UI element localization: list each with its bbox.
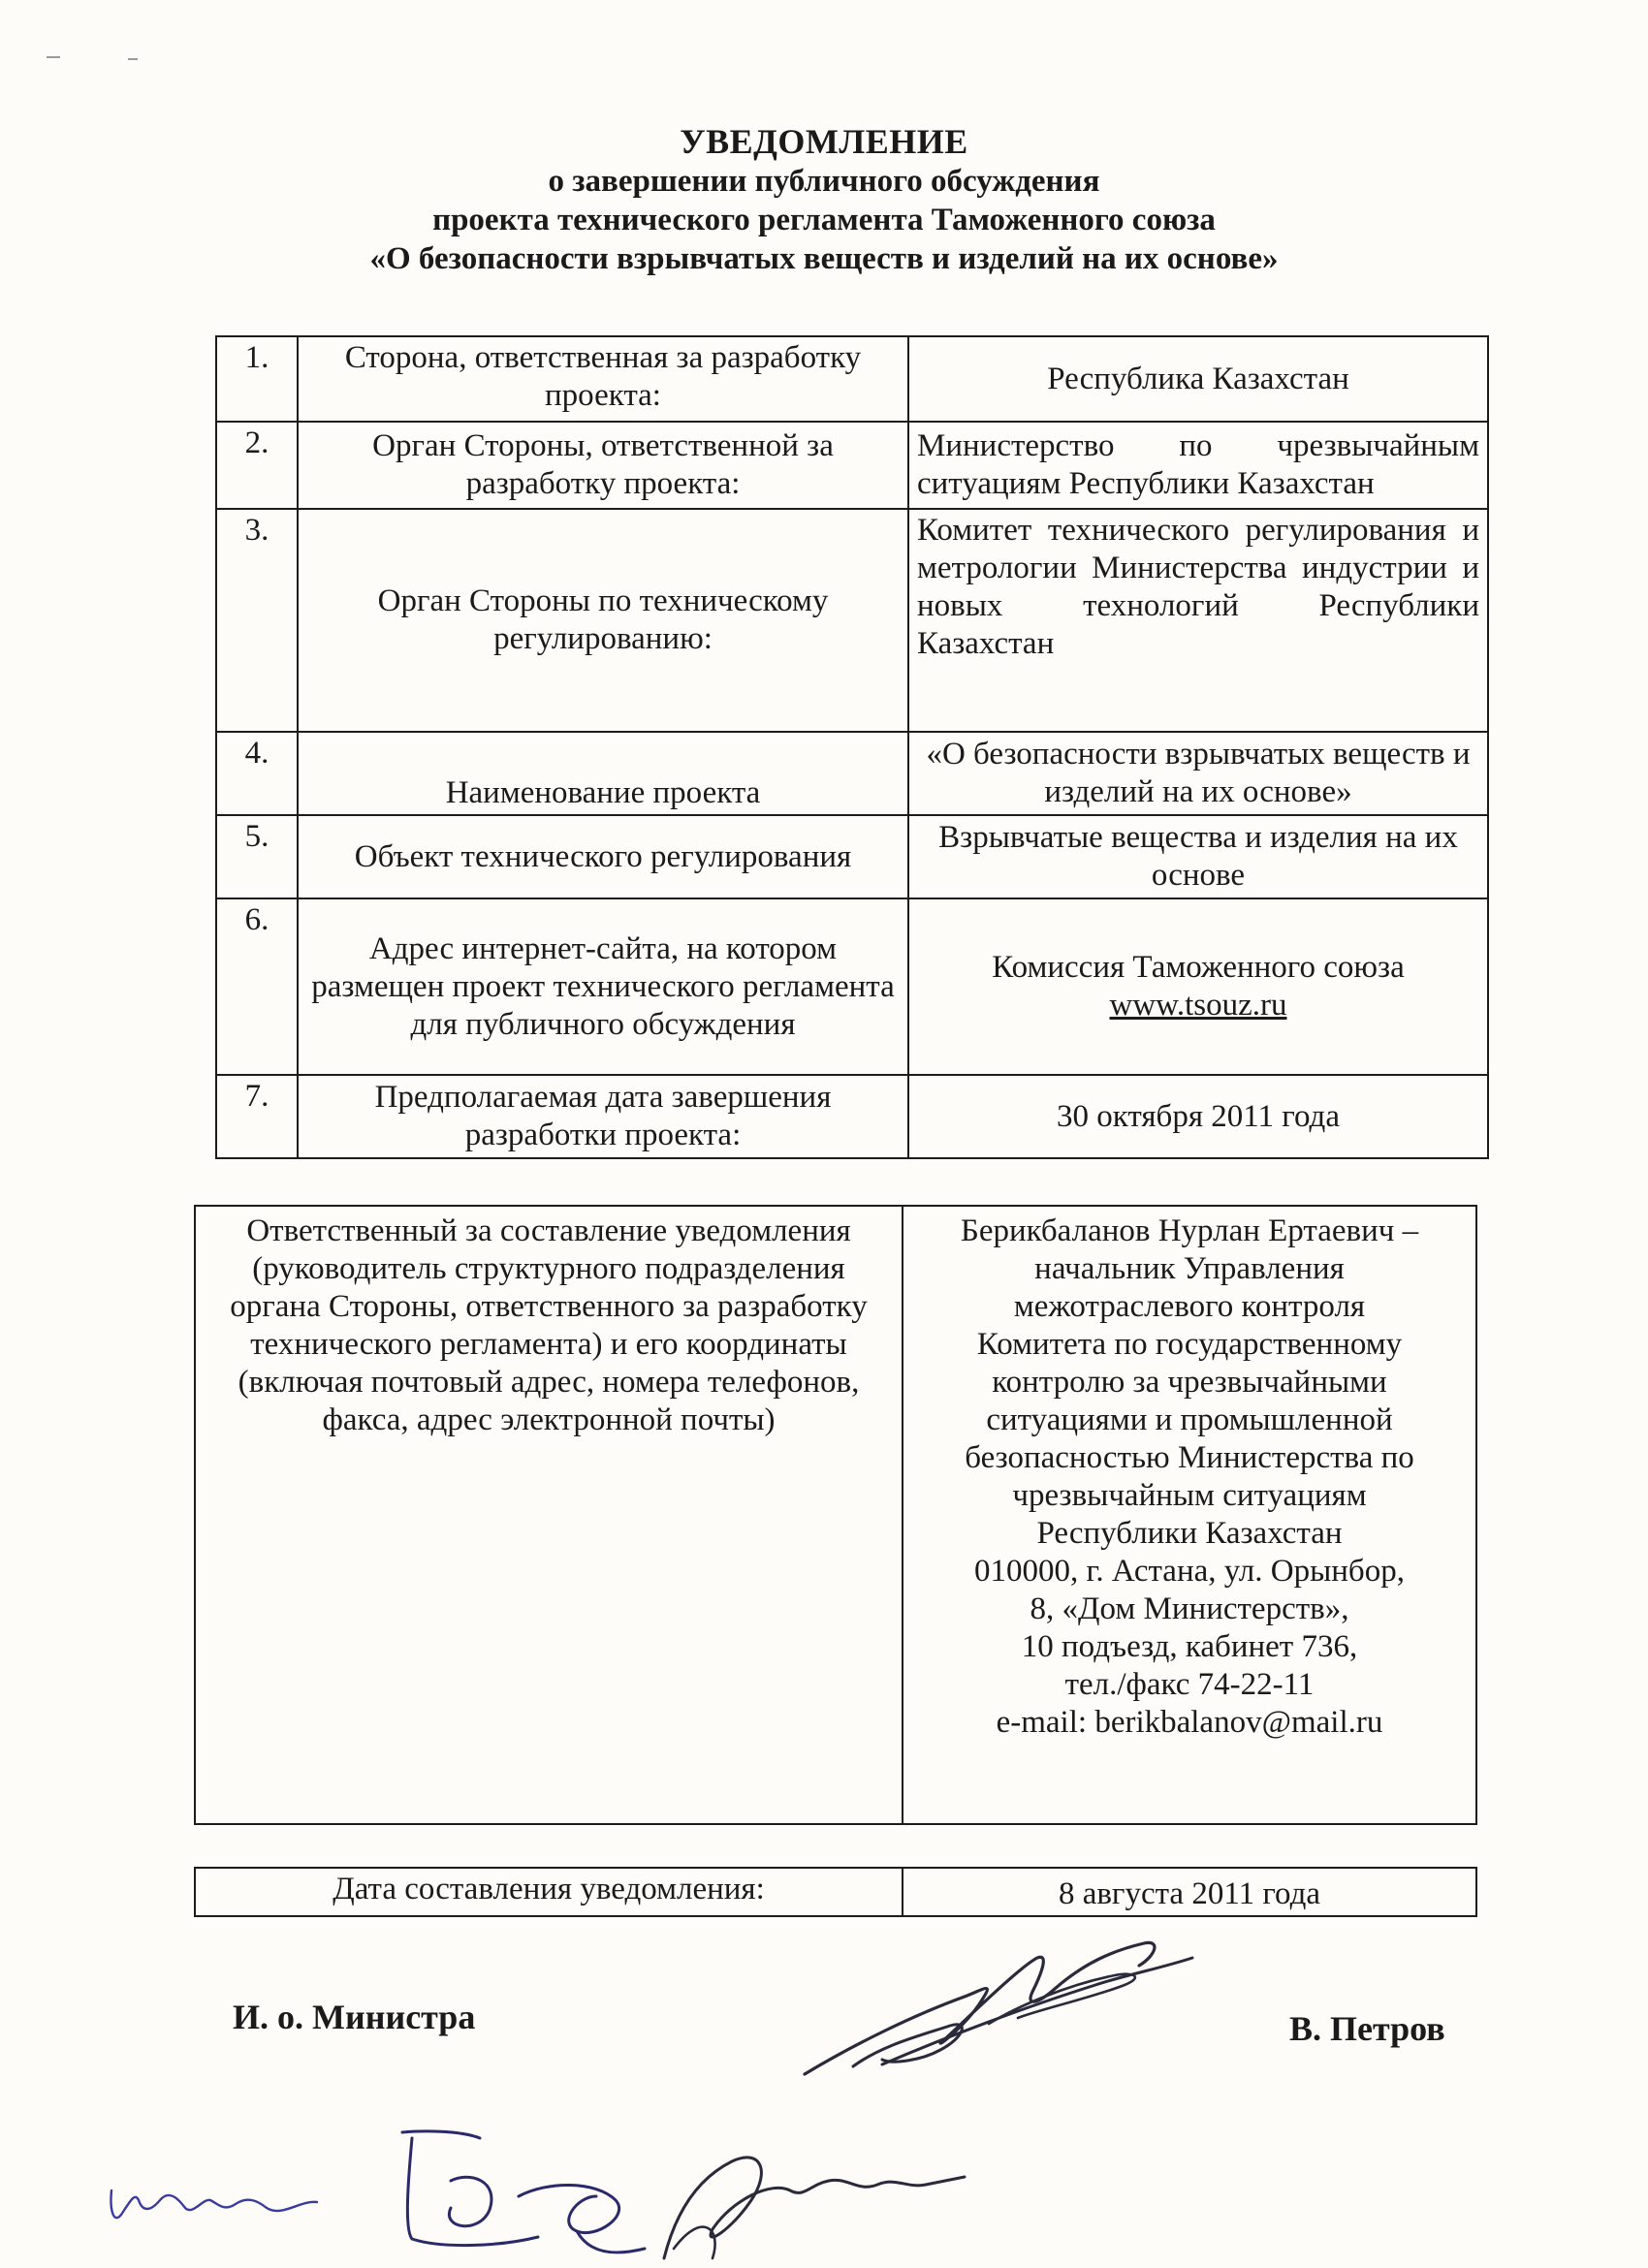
responsible-label: Ответственный за составление уведомления (руководитель структурного подразделения органа Стороны, ответственного за разработку технического регламента) и его координаты (включая почтовый адрес, номера телефонов, факса, адрес электронной почты) (195, 1206, 903, 1824)
row-number: 6. (216, 898, 298, 1075)
row-label: Объект технического регулирования (298, 815, 908, 898)
table-row (216, 732, 1488, 815)
table-row (216, 1075, 1488, 1158)
contact-email: e-mail: berikbalanov@mail.ru (996, 1705, 1383, 1740)
site-link[interactable]: www.tsouz.ru (1109, 988, 1287, 1023)
date-label: Дата составления уведомления: (195, 1868, 903, 1916)
minister-signature (795, 1929, 1202, 2084)
responsible-contacts (903, 1206, 1476, 1824)
table-row (216, 509, 1488, 732)
row-label: Орган Стороны по техническому регулированию: (298, 509, 908, 732)
row-label: Адрес интернет-сайта, на котором размещен проект технического регламента для публичного обсуждения (298, 898, 908, 1075)
contact-line: Берикбаланов Нурлан Ертаевич – (960, 1213, 1419, 1248)
approval-initials (92, 2103, 1023, 2268)
row-label: Наименование проекта (298, 732, 908, 815)
title-line-2: проекта технического регламента Таможенного союза (432, 203, 1216, 237)
table-row (195, 1206, 1476, 1824)
row-number: 2. (216, 422, 298, 509)
document-title (0, 121, 1648, 278)
row-value: Комитет технического регулирования и метрологии Министерства индустрии и новых технологий Республики Казахстан (908, 509, 1488, 732)
scan-mark (128, 58, 138, 60)
row-number: 4. (216, 732, 298, 815)
row-value: 30 октября 2011 года (908, 1075, 1488, 1158)
contact-line: безопасностью Министерства по (965, 1440, 1414, 1475)
row-value: Взрывчатые вещества и изделия на их основе (908, 815, 1488, 898)
signatory-title: И. о. Министра (233, 1998, 476, 2036)
scan-mark (47, 56, 60, 58)
info-table (215, 335, 1489, 1159)
table-row (216, 336, 1488, 422)
contact-line: ситуациями и промышленной (986, 1402, 1393, 1437)
table-row (216, 815, 1488, 898)
contact-line: 010000, г. Астана, ул. Орынбор, (974, 1554, 1405, 1589)
contact-line: Республики Казахстан (1036, 1516, 1343, 1551)
title-line-3: «О безопасности взрывчатых веществ и изделий на их основе» (369, 241, 1279, 276)
row-label: Сторона, ответственная за разработку проекта: (298, 336, 908, 422)
date-table (194, 1867, 1477, 1917)
title-heading: УВЕДОМЛЕНИЕ (680, 122, 968, 161)
contact-line: 8, «Дом Министерств», (1030, 1591, 1349, 1626)
row-label: Предполагаемая дата завершения разработки проекта: (298, 1075, 908, 1158)
row-value: «О безопасности взрывчатых веществ и изделий на их основе» (908, 732, 1488, 815)
contact-line: 10 подъезд, кабинет 736, (1021, 1629, 1358, 1664)
responsible-table (194, 1205, 1477, 1825)
contact-line: Комитета по государственному (976, 1327, 1403, 1362)
row-value-line: Министерство по чрезвычайным (917, 428, 1479, 463)
row-number: 7. (216, 1075, 298, 1158)
row-value (908, 422, 1488, 509)
site-owner: Комиссия Таможенного союза (992, 950, 1405, 985)
table-row (195, 1868, 1476, 1916)
contact-line: контролю за чрезвычайными (992, 1365, 1387, 1400)
contact-line: чрезвычайным ситуациям (1012, 1478, 1367, 1513)
contact-line: начальник Управления (1034, 1251, 1345, 1286)
row-number: 3. (216, 509, 298, 732)
signatory-name: В. Петров (1289, 2009, 1445, 2048)
row-number: 1. (216, 336, 298, 422)
date-value: 8 августа 2011 года (903, 1868, 1476, 1916)
row-value-line: ситуациям Республики Казахстан (917, 466, 1375, 501)
row-label: Орган Стороны, ответственной за разработку проекта: (298, 422, 908, 509)
table-row (216, 898, 1488, 1075)
contact-line: межотраслевого контроля (1013, 1289, 1366, 1324)
row-value: Республика Казахстан (908, 336, 1488, 422)
contact-line: тел./факс 74-22-11 (1064, 1667, 1315, 1702)
title-line-1: о завершении публичного обсуждения (548, 164, 1100, 199)
table-row (216, 422, 1488, 509)
row-value (908, 898, 1488, 1075)
row-number: 5. (216, 815, 298, 898)
